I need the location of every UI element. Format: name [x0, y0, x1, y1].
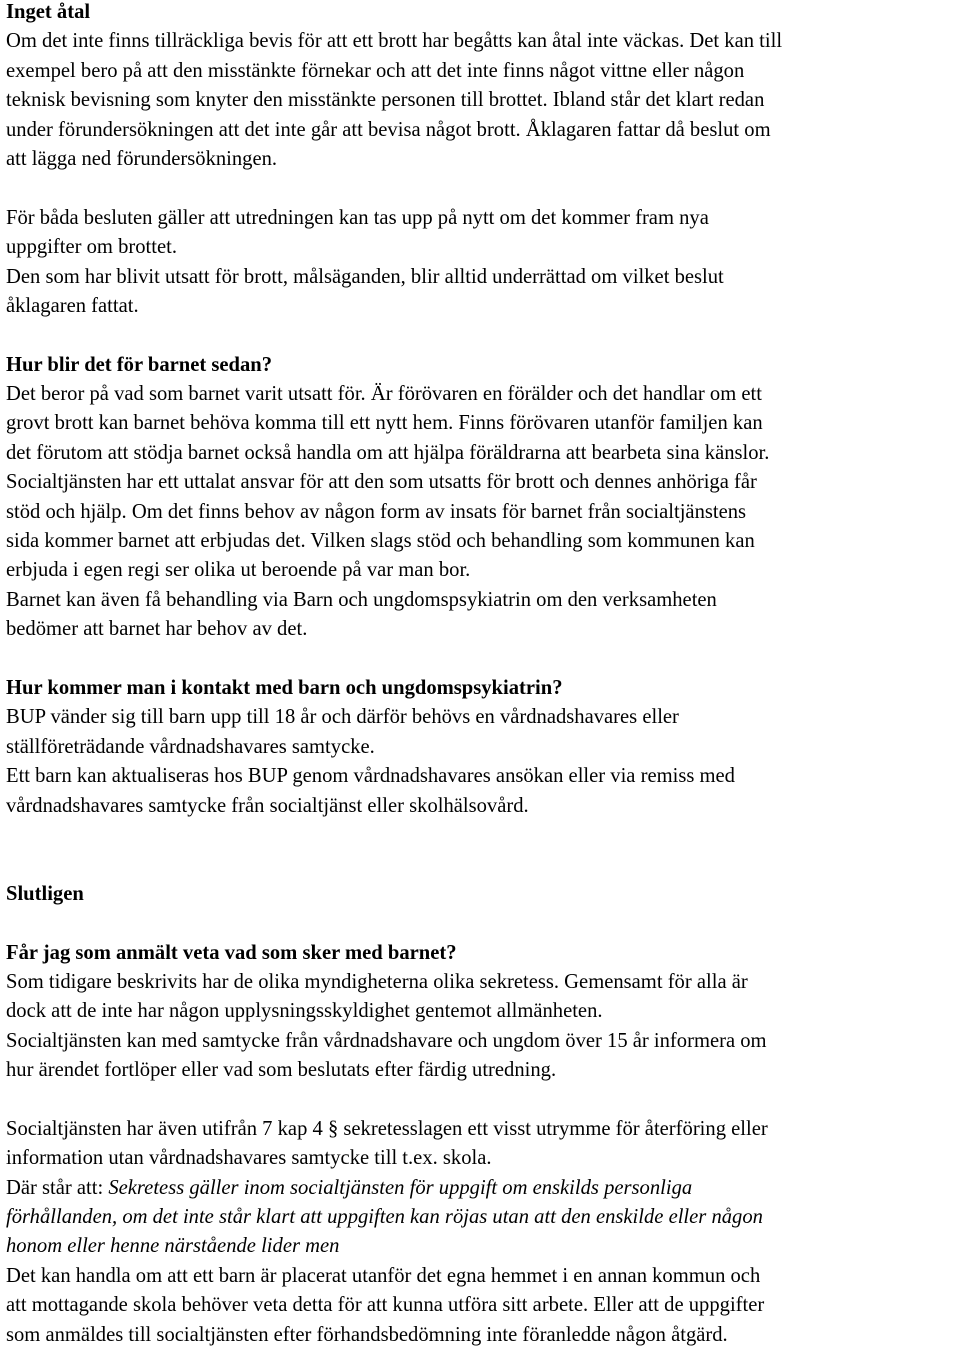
paragraph-line: som anmäldes till socialtjänsten efter förhandsbedömning inte föranledde någon åtgärd.: [6, 1323, 728, 1346]
paragraph-line: åklagaren fattat.: [6, 294, 139, 317]
paragraph-line: Barnet kan även få behandling via Barn och ungdomspsykiatrin om den verksamheten: [6, 588, 717, 611]
paragraph-line: Om det inte finns tillräckliga bevis för att ett brott har begåtts kan åtal inte väckas. Det kan till: [6, 30, 783, 53]
paragraph-line: teknisk bevisning som knyter den misstänkte personen till brottet. Ibland står det klart redan: [6, 89, 765, 112]
spacer: [6, 821, 956, 850]
spacer: [6, 645, 956, 674]
document-page: [6, 0, 956, 1350]
quote-text: Sekretess gäller inom socialtjänsten för uppgift om enskilds personliga: [108, 1176, 693, 1199]
paragraph-line: BUP vänder sig till barn upp till 18 år och därför behövs en vårdnadshavares eller: [6, 706, 679, 729]
paragraph-line: information utan vårdnadshavares samtycke till t.ex. skola.: [6, 1147, 492, 1170]
quote-line: [6, 1174, 956, 1203]
spacer: [6, 909, 956, 938]
paragraph-line: grovt brott kan barnet behöva komma till ett nytt hem. Finns förövaren utanför familjen kan: [6, 412, 763, 435]
paragraph-line: vårdnadshavares samtycke från socialtjänst eller skolhälsovård.: [6, 794, 529, 817]
paragraph-line: Som tidigare beskrivits har de olika myndigheterna olika sekretess. Gemensamt för alla är: [6, 970, 748, 993]
paragraph-line: stöd och hjälp. Om det finns behov av någon form av insats för barnet från socialtjänstens: [6, 500, 747, 523]
paragraph-line: dock att de inte har någon upplysningsskyldighet gentemot allmänheten.: [6, 1000, 603, 1023]
paragraph-line: att mottagande skola behöver veta detta för att kunna utföra sitt arbete. Eller att de uppgifter: [6, 1294, 765, 1317]
paragraph-line: Socialtjänsten kan med samtycke från vårdnadshavare och ungdom över 15 år informera om: [6, 1029, 767, 1052]
paragraph-line: ställföreträdande vårdnadshavares samtycke.: [6, 735, 375, 758]
heading-far-jag: Får jag som anmält veta vad som sker med barnet?: [6, 941, 457, 964]
paragraph-line: Den som har blivit utsatt för brott, målsäganden, blir alltid underrättad om vilket beslut: [6, 265, 724, 288]
quote-line: förhållanden, om det inte står klart att uppgiften kan röjas utan att den enskilde eller någon: [6, 1206, 763, 1229]
heading-inget-atal: Inget åtal: [6, 1, 91, 23]
paragraph-line: det förutom att stödja barnet också handla om att hjälpa föräldrarna att bearbeta sina känslor.: [6, 441, 770, 464]
spacer: [6, 321, 956, 350]
quote-intro: Där står att:: [6, 1176, 109, 1199]
paragraph-line: Socialtjänsten har ett uttalat ansvar för att den som utsatts för brott och dennes anhöriga får: [6, 471, 757, 494]
paragraph-line: erbjuda i egen regi ser olika ut beroende på var man bor.: [6, 559, 471, 582]
paragraph-line: att lägga ned förundersökningen.: [6, 147, 278, 170]
heading-hur-blir: Hur blir det för barnet sedan?: [6, 353, 273, 376]
paragraph-line: bedömer att barnet har behov av det.: [6, 618, 308, 641]
spacer: [6, 1085, 956, 1114]
paragraph-line: Socialtjänsten har även utifrån 7 kap 4 § sekretesslagen ett visst utrymme för återföring eller: [6, 1117, 768, 1140]
quote-line: honom eller henne närstående lider men: [6, 1235, 340, 1258]
paragraph-line: Det beror på vad som barnet varit utsatt för. Är förövaren en förälder och det handlar om ett: [6, 383, 762, 406]
paragraph-line: exempel bero på att den misstänkte förnekar och att det inte finns något vittne eller någon: [6, 59, 745, 82]
heading-slutligen: Slutligen: [6, 882, 84, 905]
spacer: [6, 850, 956, 879]
heading-bup: Hur kommer man i kontakt med barn och ungdomspsykiatrin?: [6, 676, 563, 699]
paragraph-line: Det kan handla om att ett barn är placerat utanför det egna hemmet i en annan kommun och: [6, 1264, 761, 1287]
paragraph-line: För båda besluten gäller att utredningen kan tas upp på nytt om det kommer fram nya: [6, 206, 709, 229]
paragraph-line: sida kommer barnet att erbjudas det. Vilken slags stöd och behandling som kommunen kan: [6, 530, 755, 553]
paragraph-line: Ett barn kan aktualiseras hos BUP genom vårdnadshavares ansökan eller via remiss med: [6, 765, 735, 788]
spacer: [6, 174, 956, 203]
paragraph-line: hur ärendet fortlöper eller vad som beslutats efter färdig utredning.: [6, 1059, 557, 1082]
paragraph-line: uppgifter om brottet.: [6, 236, 178, 259]
paragraph-line: under förundersökningen att det inte går att bevisa något brott. Åklagaren fattar då beslut om: [6, 118, 771, 141]
